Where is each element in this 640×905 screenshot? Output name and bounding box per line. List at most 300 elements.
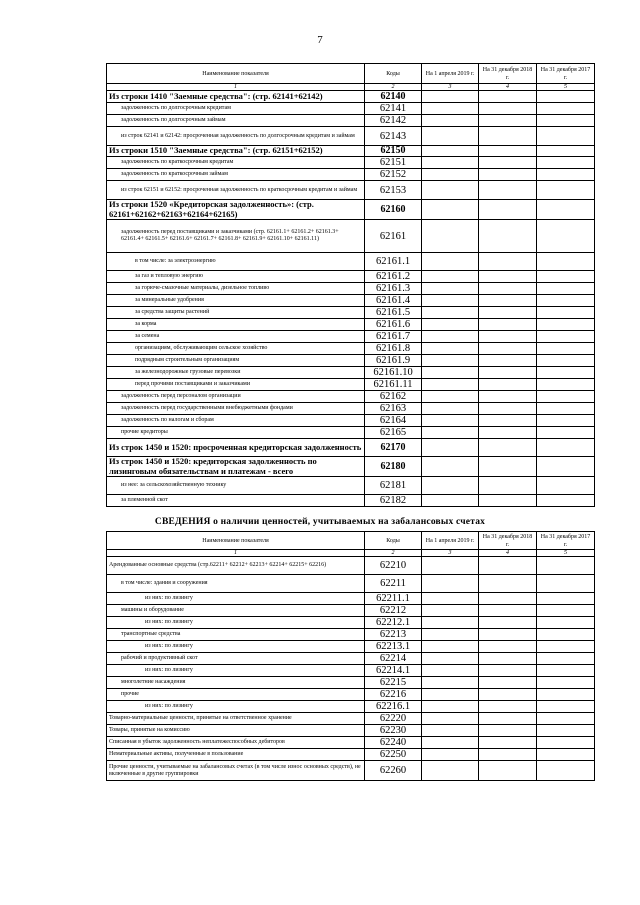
column-numbers-row xyxy=(107,550,595,557)
value-cell xyxy=(422,665,479,677)
value-cell xyxy=(422,367,479,379)
value-cell xyxy=(537,220,595,253)
value-cell xyxy=(537,629,595,641)
column-number: 4 xyxy=(479,550,537,557)
value-cell xyxy=(479,629,537,641)
table-row xyxy=(107,200,595,220)
value-cell xyxy=(537,343,595,355)
row-code: 62212.1 xyxy=(365,617,422,629)
row-code: 62161.11 xyxy=(365,379,422,391)
table-row xyxy=(107,307,595,319)
row-code: 62214 xyxy=(365,653,422,665)
table-row xyxy=(107,653,595,665)
value-cell xyxy=(422,593,479,605)
value-cell xyxy=(537,379,595,391)
value-cell xyxy=(479,749,537,761)
row-code: 62161.7 xyxy=(365,331,422,343)
value-cell xyxy=(422,283,479,295)
value-cell xyxy=(537,391,595,403)
table1-body xyxy=(107,84,595,507)
value-cell xyxy=(537,146,595,157)
value-cell xyxy=(422,477,479,495)
table-row xyxy=(107,157,595,169)
value-cell xyxy=(479,169,537,181)
row-code: 62152 xyxy=(365,169,422,181)
row-label: за средства защиты растений xyxy=(107,307,365,319)
value-cell xyxy=(479,271,537,283)
value-cell xyxy=(479,575,537,593)
row-label: Из строк 1450 и 1520: просроченная кредиторская задолженность xyxy=(107,439,365,457)
table-row xyxy=(107,253,595,271)
row-label: задолженность по краткосрочным кредитам xyxy=(107,157,365,169)
value-cell xyxy=(422,319,479,331)
row-code: 62211 xyxy=(365,575,422,593)
value-cell xyxy=(422,457,479,477)
table2-body xyxy=(107,550,595,781)
row-code: 62140 xyxy=(365,91,422,103)
table-row xyxy=(107,355,595,367)
row-label: транспортные средства xyxy=(107,629,365,641)
value-cell xyxy=(422,427,479,439)
value-cell xyxy=(422,391,479,403)
row-label: задолженность по долгосрочным кредитам xyxy=(107,103,365,115)
table-row xyxy=(107,725,595,737)
value-cell xyxy=(537,677,595,689)
value-cell xyxy=(422,557,479,575)
value-cell xyxy=(479,677,537,689)
value-cell xyxy=(537,749,595,761)
row-label: Из строки 1410 "Заемные средства": (стр. 62141+62142) xyxy=(107,91,365,103)
value-cell xyxy=(422,220,479,253)
row-label: Нематериальные активы, полученные в пользование xyxy=(107,749,365,761)
row-code: 62164 xyxy=(365,415,422,427)
value-cell xyxy=(479,200,537,220)
value-cell xyxy=(422,761,479,781)
value-cell xyxy=(422,737,479,749)
header-name: Наименование показателя xyxy=(107,64,365,84)
value-cell xyxy=(422,749,479,761)
value-cell xyxy=(479,557,537,575)
header-name: Наименование показателя xyxy=(107,532,365,550)
row-label: организациям, обслуживающим сельское хозяйство xyxy=(107,343,365,355)
table-row xyxy=(107,749,595,761)
value-cell xyxy=(537,701,595,713)
value-cell xyxy=(537,713,595,725)
row-label: за корма xyxy=(107,319,365,331)
value-cell xyxy=(537,557,595,575)
table-row xyxy=(107,629,595,641)
header-col4: На 31 декабря 2018 г. xyxy=(479,64,537,84)
row-label: Из строки 1510 "Заемные средства": (стр. 62151+62152) xyxy=(107,146,365,157)
row-code: 62165 xyxy=(365,427,422,439)
column-number: 1 xyxy=(107,550,365,557)
table-row xyxy=(107,477,595,495)
value-cell xyxy=(479,725,537,737)
row-label: из них: по лизингу xyxy=(107,593,365,605)
value-cell xyxy=(422,641,479,653)
row-label: рабочий и продуктивный скот xyxy=(107,653,365,665)
column-number: 5 xyxy=(537,84,595,91)
value-cell xyxy=(479,403,537,415)
value-cell xyxy=(537,115,595,127)
column-number: 1 xyxy=(107,84,365,91)
table-row xyxy=(107,169,595,181)
value-cell xyxy=(479,307,537,319)
value-cell xyxy=(422,379,479,391)
value-cell xyxy=(537,427,595,439)
row-label: из них: по лизингу xyxy=(107,701,365,713)
value-cell xyxy=(479,220,537,253)
row-label: Товары, принятые на комиссию xyxy=(107,725,365,737)
column-number: 4 xyxy=(479,84,537,91)
value-cell xyxy=(479,737,537,749)
value-cell xyxy=(422,415,479,427)
row-label: за минеральные удобрения xyxy=(107,295,365,307)
row-label: подрядным строительным организациям xyxy=(107,355,365,367)
value-cell xyxy=(537,283,595,295)
value-cell xyxy=(422,439,479,457)
row-code: 62240 xyxy=(365,737,422,749)
header-col4: На 31 декабря 2018 г. xyxy=(479,532,537,550)
value-cell xyxy=(422,605,479,617)
page-number: 7 xyxy=(317,34,323,46)
value-cell xyxy=(537,725,595,737)
table-row xyxy=(107,761,595,781)
table-row xyxy=(107,127,595,146)
value-cell xyxy=(479,91,537,103)
value-cell xyxy=(479,605,537,617)
row-label: Из строки 1520 «Кредиторская задолженность»: (стр. 62161+62162+62163+62164+62165) xyxy=(107,200,365,220)
value-cell xyxy=(479,713,537,725)
value-cell xyxy=(422,200,479,220)
value-cell xyxy=(479,319,537,331)
row-code: 62213 xyxy=(365,629,422,641)
value-cell xyxy=(479,653,537,665)
value-cell xyxy=(537,307,595,319)
row-label: за газ и тепловую энергию xyxy=(107,271,365,283)
row-code: 62163 xyxy=(365,403,422,415)
value-cell xyxy=(479,157,537,169)
value-cell xyxy=(479,115,537,127)
row-code: 62182 xyxy=(365,495,422,507)
value-cell xyxy=(422,713,479,725)
row-label: задолженность перед государственными внебюджетными фондами xyxy=(107,403,365,415)
value-cell xyxy=(422,157,479,169)
row-label: задолженность по налогам и сборам xyxy=(107,415,365,427)
table-row xyxy=(107,391,595,403)
value-cell xyxy=(422,677,479,689)
table-row xyxy=(107,665,595,677)
table-row xyxy=(107,605,595,617)
value-cell xyxy=(479,439,537,457)
column-number: 2 xyxy=(365,84,422,91)
column-number: 2 xyxy=(365,550,422,557)
table-row xyxy=(107,701,595,713)
value-cell xyxy=(422,307,479,319)
row-code: 62260 xyxy=(365,761,422,781)
value-cell xyxy=(479,253,537,271)
off-balance-table xyxy=(106,531,595,781)
row-label: задолженность перед персоналом организации xyxy=(107,391,365,403)
row-label: из строк 62151 и 62152: просроченная задолженность по краткосрочным кредитам и займам xyxy=(107,181,365,200)
row-label: задолженность перед поставщиками и заказчиками (стр. 62161.1+ 62161.2+ 62161.3+ 62161.4+ 62161.5+ 62161.6+ 62161.7+ 62161.8+ 62161.9+ 62161.10+ 62161.11) xyxy=(107,220,365,253)
row-label: из них: по лизингу xyxy=(107,641,365,653)
value-cell xyxy=(537,271,595,283)
row-label: машины и оборудование xyxy=(107,605,365,617)
table-row xyxy=(107,677,595,689)
value-cell xyxy=(422,629,479,641)
table-row xyxy=(107,379,595,391)
value-cell xyxy=(422,181,479,200)
value-cell xyxy=(537,403,595,415)
value-cell xyxy=(537,593,595,605)
row-code: 62214.1 xyxy=(365,665,422,677)
value-cell xyxy=(422,169,479,181)
row-code: 62213.1 xyxy=(365,641,422,653)
value-cell xyxy=(479,593,537,605)
table-row xyxy=(107,181,595,200)
header-col3: На 1 апреля 2019 г. xyxy=(422,64,479,84)
row-code: 62230 xyxy=(365,725,422,737)
row-code: 62162 xyxy=(365,391,422,403)
column-number: 3 xyxy=(422,84,479,91)
value-cell xyxy=(479,391,537,403)
row-code: 62161.2 xyxy=(365,271,422,283)
value-cell xyxy=(537,477,595,495)
value-cell xyxy=(422,295,479,307)
value-cell xyxy=(537,653,595,665)
value-cell xyxy=(479,283,537,295)
row-code: 62151 xyxy=(365,157,422,169)
value-cell xyxy=(422,127,479,146)
table-row xyxy=(107,319,595,331)
value-cell xyxy=(422,575,479,593)
value-cell xyxy=(479,701,537,713)
value-cell xyxy=(422,103,479,115)
value-cell xyxy=(537,665,595,677)
value-cell xyxy=(537,689,595,701)
row-label: из них: по лизингу xyxy=(107,665,365,677)
value-cell xyxy=(422,701,479,713)
row-label: задолженность по краткосрочным займам xyxy=(107,169,365,181)
row-code: 62161.1 xyxy=(365,253,422,271)
value-cell xyxy=(537,367,595,379)
row-code: 62153 xyxy=(365,181,422,200)
row-label: в том числе: за электроэнергию xyxy=(107,253,365,271)
table-row xyxy=(107,367,595,379)
row-code: 62181 xyxy=(365,477,422,495)
value-cell xyxy=(537,200,595,220)
row-label: за племенной скот xyxy=(107,495,365,507)
value-cell xyxy=(479,761,537,781)
row-label: задолженность по долгосрочным займам xyxy=(107,115,365,127)
value-cell xyxy=(422,403,479,415)
row-code: 62216 xyxy=(365,689,422,701)
value-cell xyxy=(479,127,537,146)
row-label: из них: по лизингу xyxy=(107,617,365,629)
row-label: Списанная в убыток задолженность неплатежеспособных дебиторов xyxy=(107,737,365,749)
value-cell xyxy=(537,737,595,749)
liabilities-table xyxy=(106,63,595,507)
value-cell xyxy=(479,355,537,367)
value-cell xyxy=(537,355,595,367)
value-cell xyxy=(537,641,595,653)
value-cell xyxy=(537,91,595,103)
row-code: 62161.10 xyxy=(365,367,422,379)
table-row xyxy=(107,495,595,507)
table-row xyxy=(107,283,595,295)
table-row xyxy=(107,737,595,749)
value-cell xyxy=(479,495,537,507)
value-cell xyxy=(479,181,537,200)
row-label: Товарно-материальные ценности, принятые на ответственное хранение xyxy=(107,713,365,725)
value-cell xyxy=(537,295,595,307)
value-cell xyxy=(479,331,537,343)
row-code: 62216.1 xyxy=(365,701,422,713)
value-cell xyxy=(479,103,537,115)
row-label: перед прочими поставщиками и заказчиками xyxy=(107,379,365,391)
table-row xyxy=(107,427,595,439)
row-code: 62143 xyxy=(365,127,422,146)
table-row xyxy=(107,689,595,701)
table-row xyxy=(107,439,595,457)
row-code: 62161.6 xyxy=(365,319,422,331)
value-cell xyxy=(537,103,595,115)
table-row xyxy=(107,91,595,103)
row-label: Арендованные основные средства (стр.62211+ 62212+ 62213+ 62214+ 62215+ 62216) xyxy=(107,557,365,575)
value-cell xyxy=(479,477,537,495)
value-cell xyxy=(479,367,537,379)
row-label: Из строк 1450 и 1520: кредиторская задолженность по лизинговым обязательствам и платежам - всего xyxy=(107,457,365,477)
row-label: за семена xyxy=(107,331,365,343)
table-row xyxy=(107,641,595,653)
row-label: за горюче-смазочные материалы, дизельное топливо xyxy=(107,283,365,295)
header-col5: На 31 декабря 2017 г. xyxy=(537,64,595,84)
value-cell xyxy=(422,115,479,127)
value-cell xyxy=(479,641,537,653)
value-cell xyxy=(537,157,595,169)
row-code: 62250 xyxy=(365,749,422,761)
value-cell xyxy=(479,689,537,701)
row-code: 62161.4 xyxy=(365,295,422,307)
row-code: 62170 xyxy=(365,439,422,457)
header-col5: На 31 декабря 2017 г. xyxy=(537,532,595,550)
value-cell xyxy=(422,146,479,157)
row-code: 62212 xyxy=(365,605,422,617)
value-cell xyxy=(537,495,595,507)
row-code: 62161.8 xyxy=(365,343,422,355)
value-cell xyxy=(479,146,537,157)
row-code: 62211.1 xyxy=(365,593,422,605)
row-code: 62141 xyxy=(365,103,422,115)
row-code: 62220 xyxy=(365,713,422,725)
value-cell xyxy=(479,343,537,355)
table-row xyxy=(107,295,595,307)
row-code: 62150 xyxy=(365,146,422,157)
table-row xyxy=(107,415,595,427)
value-cell xyxy=(537,181,595,200)
row-label: в том числе: здания и сооружения xyxy=(107,575,365,593)
row-code: 62161.3 xyxy=(365,283,422,295)
table-row xyxy=(107,115,595,127)
row-code: 62160 xyxy=(365,200,422,220)
row-code: 62161.9 xyxy=(365,355,422,367)
value-cell xyxy=(422,689,479,701)
value-cell xyxy=(537,439,595,457)
value-cell xyxy=(537,331,595,343)
row-label: прочие xyxy=(107,689,365,701)
header-codes: Коды xyxy=(365,532,422,550)
value-cell xyxy=(422,253,479,271)
value-cell xyxy=(422,331,479,343)
table-row xyxy=(107,403,595,415)
value-cell xyxy=(537,169,595,181)
value-cell xyxy=(537,319,595,331)
value-cell xyxy=(422,653,479,665)
row-code: 62210 xyxy=(365,557,422,575)
value-cell xyxy=(422,91,479,103)
value-cell xyxy=(422,271,479,283)
value-cell xyxy=(479,295,537,307)
row-label: из строк 62141 и 62142: просроченная задолженность по долгосрочным кредитам и займам xyxy=(107,127,365,146)
table-row xyxy=(107,713,595,725)
value-cell xyxy=(537,575,595,593)
table-row xyxy=(107,457,595,477)
value-cell xyxy=(422,355,479,367)
row-code: 62161 xyxy=(365,220,422,253)
table-row xyxy=(107,331,595,343)
value-cell xyxy=(537,761,595,781)
table-row xyxy=(107,220,595,253)
value-cell xyxy=(479,415,537,427)
section2-title: СВЕДЕНИЯ о наличии ценностей, учитываемых на забалансовых счетах xyxy=(154,517,486,527)
column-number: 5 xyxy=(537,550,595,557)
column-numbers-row xyxy=(107,84,595,91)
value-cell xyxy=(422,617,479,629)
value-cell xyxy=(479,379,537,391)
row-code: 62180 xyxy=(365,457,422,477)
row-code: 62215 xyxy=(365,677,422,689)
table-row xyxy=(107,557,595,575)
row-label: многолетние насаждения xyxy=(107,677,365,689)
value-cell xyxy=(537,617,595,629)
value-cell xyxy=(537,415,595,427)
row-code: 62142 xyxy=(365,115,422,127)
value-cell xyxy=(422,725,479,737)
table-row xyxy=(107,146,595,157)
column-number: 3 xyxy=(422,550,479,557)
table-row xyxy=(107,343,595,355)
row-label: из нее: за сельскохозяйственную технику xyxy=(107,477,365,495)
value-cell xyxy=(537,605,595,617)
table-row xyxy=(107,593,595,605)
value-cell xyxy=(479,665,537,677)
value-cell xyxy=(479,617,537,629)
row-label: прочие кредиторы xyxy=(107,427,365,439)
table-row xyxy=(107,617,595,629)
value-cell xyxy=(422,495,479,507)
value-cell xyxy=(479,457,537,477)
table-row xyxy=(107,271,595,283)
header-col3: На 1 апреля 2019 г. xyxy=(422,532,479,550)
value-cell xyxy=(537,457,595,477)
value-cell xyxy=(537,127,595,146)
table-row xyxy=(107,103,595,115)
value-cell xyxy=(479,427,537,439)
value-cell xyxy=(422,343,479,355)
value-cell xyxy=(537,253,595,271)
row-label: Прочие ценности, учитываемые на забалансовых счетах (в том числе износ основных средств), не включенные в другие группировки xyxy=(107,761,365,781)
